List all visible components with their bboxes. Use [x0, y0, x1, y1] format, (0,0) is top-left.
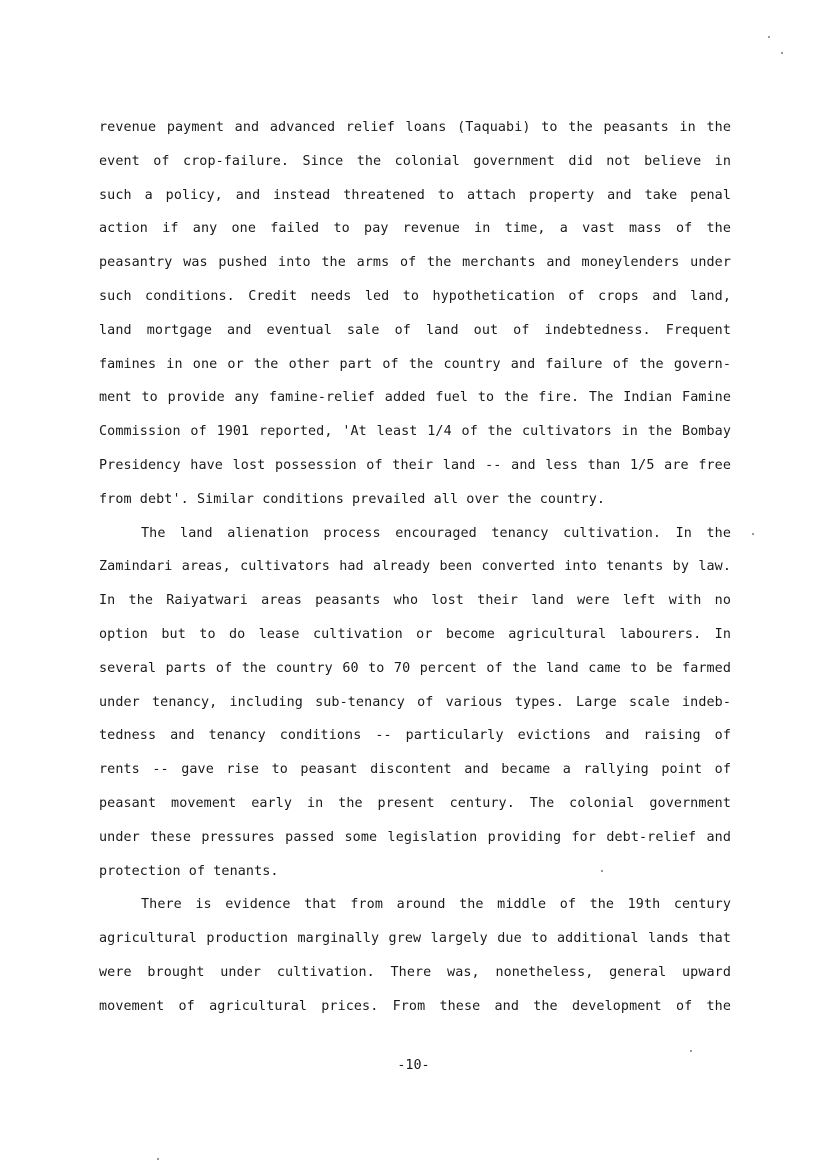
text-line: event of crop-failure. Since the colonial government did not believe in: [99, 153, 731, 169]
text-line: under tenancy, including sub-tenancy of various types. Large scale indeb-: [99, 694, 731, 710]
text-line: action if any one failed to pay revenue in time, a vast mass of the: [99, 221, 731, 237]
text-line: Commission of 1901 reported, 'At least 1/4 of the cultivators in the Bombay: [99, 424, 731, 440]
text-line: such conditions. Credit needs led to hypothetication of crops and land,: [99, 288, 731, 304]
text-line: option but to do lease cultivation or become agricultural labourers. In: [99, 626, 731, 642]
scan-speck: [157, 1158, 159, 1160]
text-line: The land alienation process encouraged tenancy cultivation. In the: [141, 525, 731, 541]
body-text: [99, 111, 731, 1024]
paragraph-1: [99, 111, 731, 517]
text-line: land mortgage and eventual sale of land out of indebtedness. Frequent: [99, 322, 731, 338]
text-line: There is evidence that from around the middle of the 19th century: [141, 897, 731, 913]
text-line: several parts of the country 60 to 70 percent of the land came to be farmed: [99, 660, 731, 676]
text-line: Presidency have lost possession of their land -- and less than 1/5 are free: [99, 457, 731, 473]
text-line: such a policy, and instead threatened to attach property and take penal: [99, 187, 731, 203]
text-line: from debt'. Similar conditions prevailed all over the country.: [99, 491, 606, 507]
text-line: under these pressures passed some legislation providing for debt-relief and: [99, 829, 731, 845]
paragraph-3: [99, 888, 731, 1023]
scan-speck: [768, 36, 770, 38]
scan-speck: [601, 870, 603, 872]
scan-speck: [752, 533, 754, 535]
text-line: Zamindari areas, cultivators had already been converted into tenants by law.: [99, 559, 731, 575]
text-line: peasantry was pushed into the arms of the merchants and moneylenders under: [99, 255, 731, 271]
text-line: peasant movement early in the present century. The colonial government: [99, 795, 731, 811]
paragraph-2: [99, 517, 731, 889]
text-line: were brought under cultivation. There was, nonetheless, general upward: [99, 964, 731, 980]
text-line: revenue payment and advanced relief loans (Taquabi) to the peasants in the: [99, 120, 731, 135]
text-line: In the Raiyatwari areas peasants who lost their land were left with no: [99, 593, 731, 609]
page-number: -10-: [397, 1058, 430, 1073]
text-line: movement of agricultural prices. From these and the development of the: [99, 998, 731, 1014]
scan-speck: [690, 1050, 692, 1052]
text-line: famines in one or the other part of the country and failure of the govern-: [99, 356, 731, 372]
text-line: rents -- gave rise to peasant discontent and became a rallying point of: [99, 762, 731, 778]
text-line: protection of tenants.: [99, 863, 279, 879]
scan-speck: [781, 52, 783, 54]
text-line: agricultural production marginally grew largely due to additional lands that: [99, 931, 731, 947]
text-line: ment to provide any famine-relief added fuel to the fire. The Indian Famine: [99, 390, 731, 406]
text-line: tedness and tenancy conditions -- particularly evictions and raising of: [99, 728, 731, 744]
